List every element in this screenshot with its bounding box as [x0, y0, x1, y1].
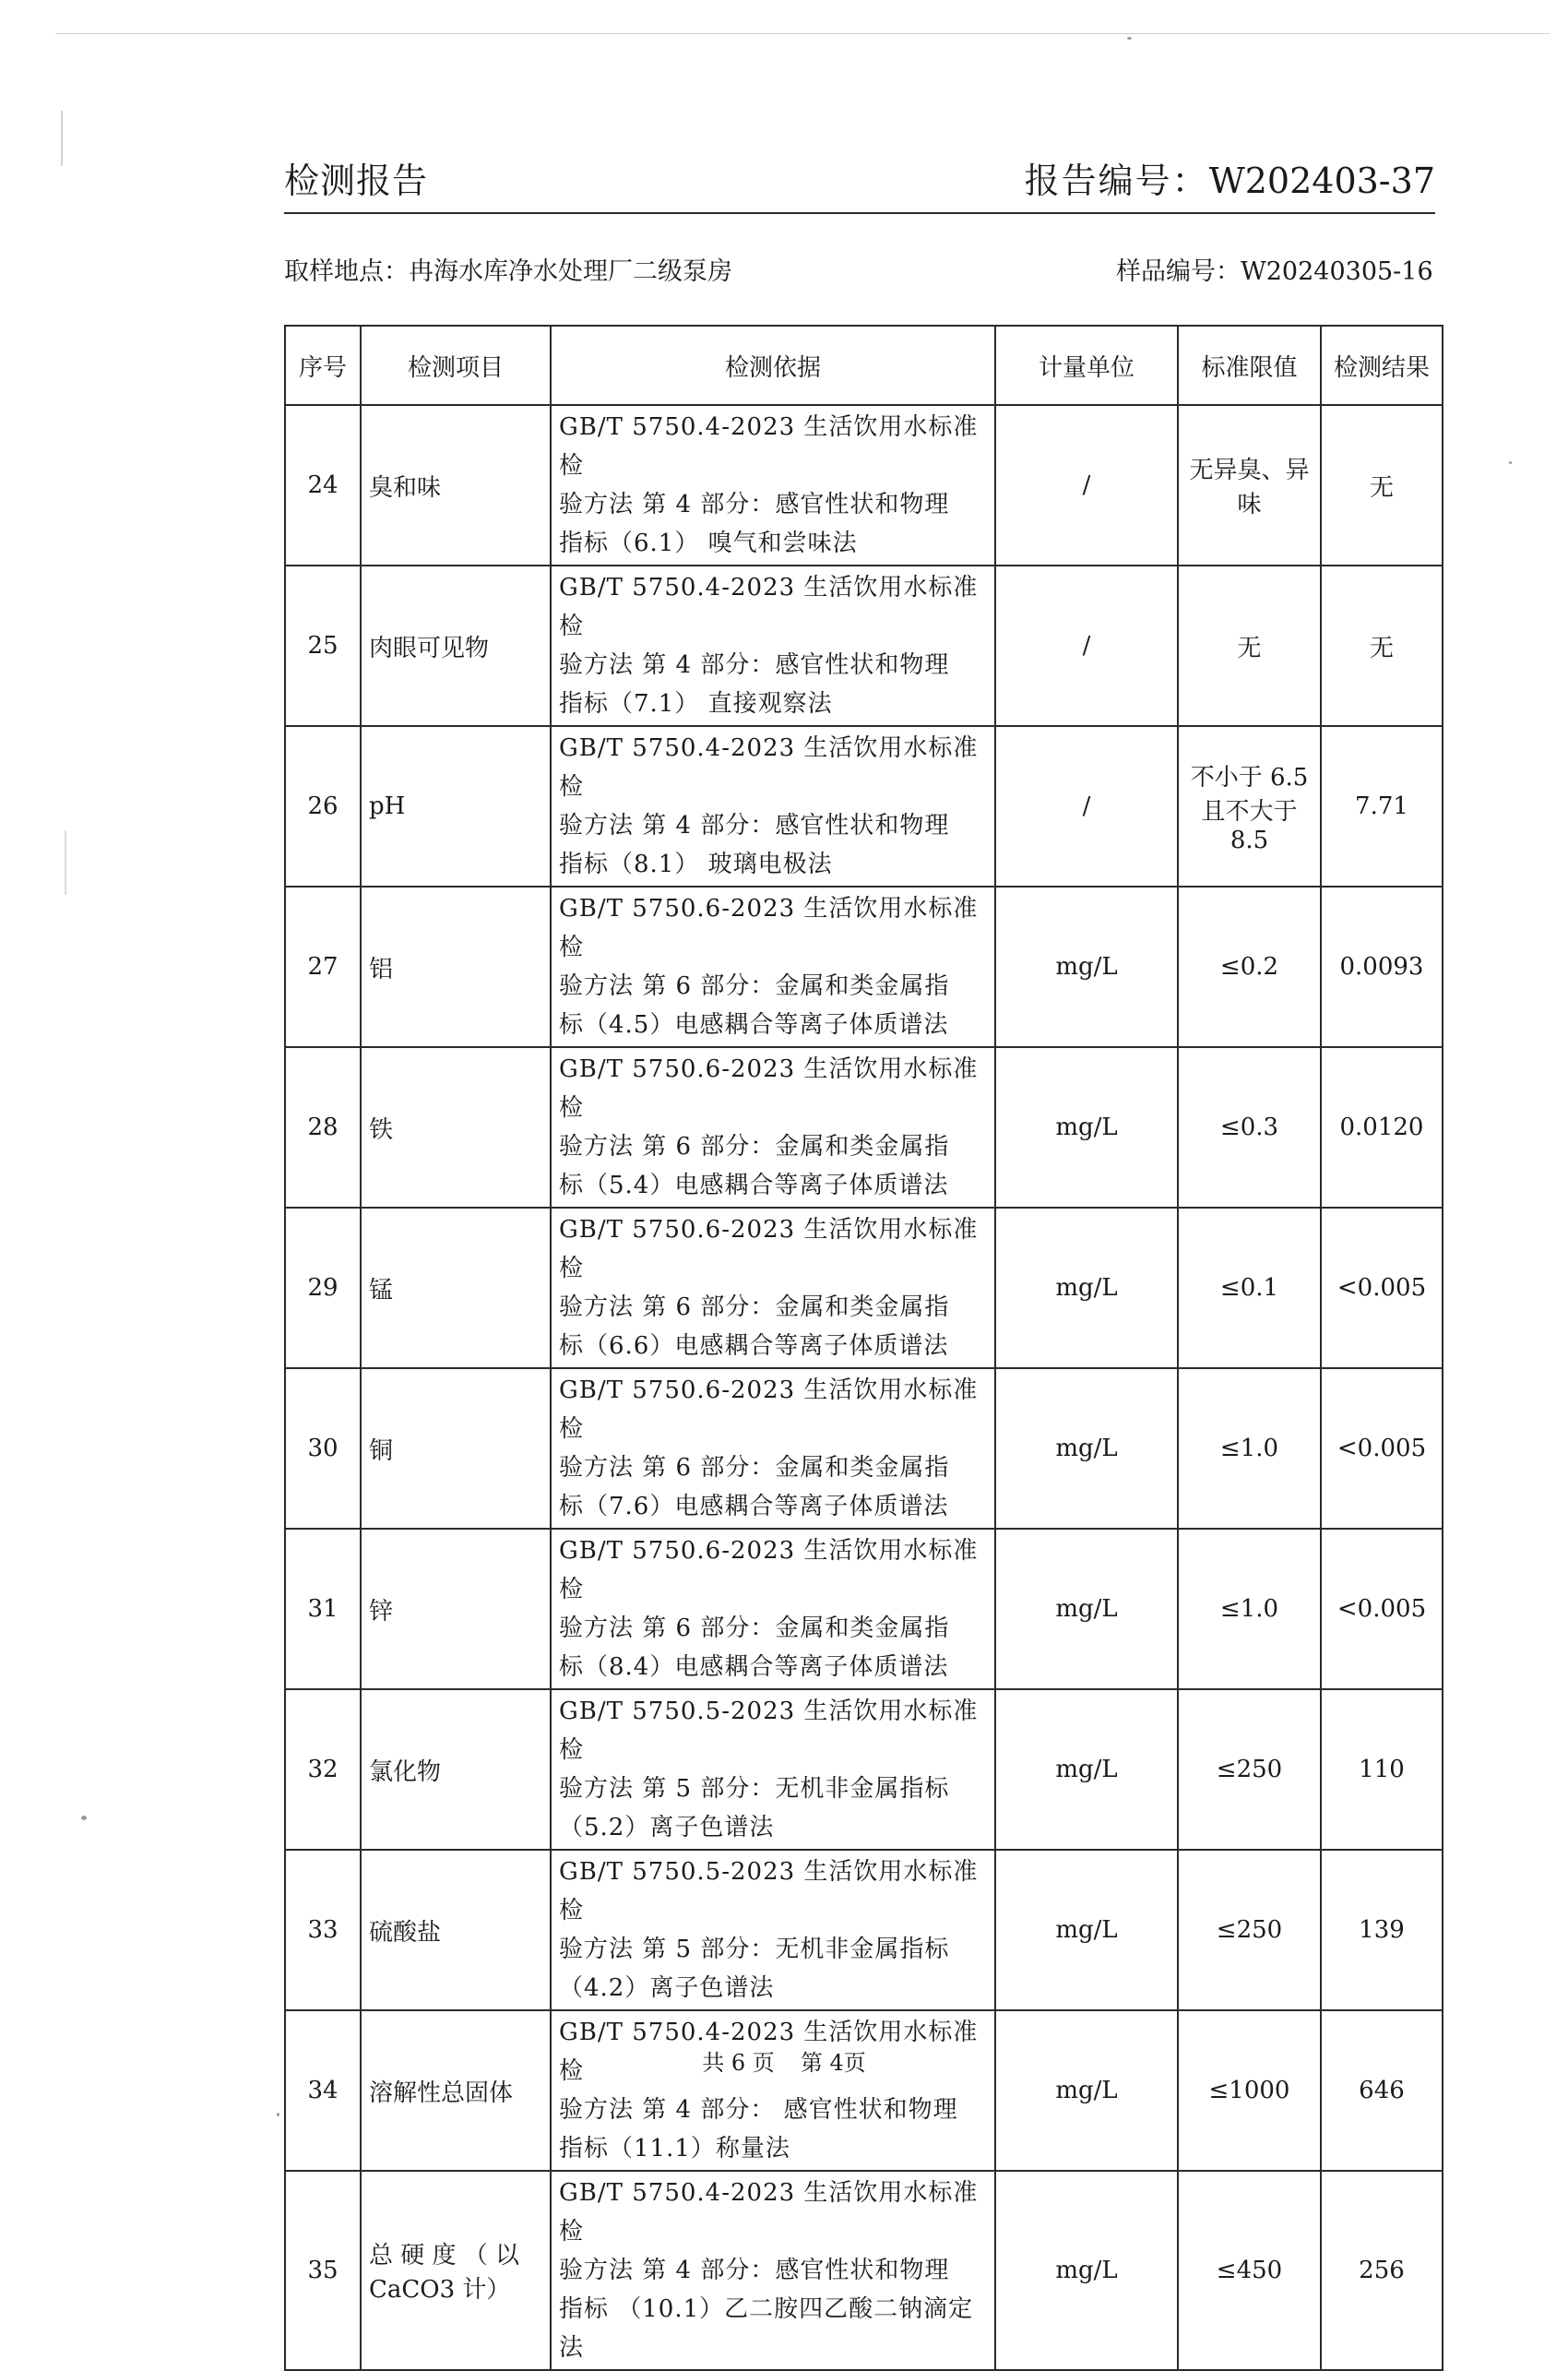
cell-basis	[551, 1689, 995, 1850]
cell-basis-line: 标（5.4）电感耦合等离子体质谱法	[559, 1172, 949, 1199]
cell-basis-line: 验方法 第 6 部分：金属和类金属指	[559, 972, 950, 1000]
cell-item-line: 总 硬 度 （ 以	[369, 2242, 520, 2270]
cell-item: 臭和味	[361, 405, 551, 566]
cell-item	[361, 2171, 551, 2370]
cell-limit	[1178, 1850, 1321, 2010]
cell-basis-line: 指标（8.1） 玻璃电极法	[559, 851, 833, 878]
cell-limit	[1178, 2010, 1321, 2171]
table-row	[285, 405, 1443, 566]
cell-limit-line: ≤0.2	[1219, 953, 1279, 981]
report-number-value: W202403-37	[1208, 161, 1435, 201]
cell-seq: 30	[285, 1368, 361, 1529]
table-row	[285, 1689, 1443, 1850]
table-row	[285, 887, 1443, 1047]
cell-basis-line: （5.2）离子色谱法	[559, 1814, 775, 1841]
cell-limit	[1178, 887, 1321, 1047]
cell-basis-line: GB/T 5750.6-2023 生活饮用水标准检	[559, 895, 979, 961]
cell-basis	[551, 1047, 995, 1208]
cell-basis-line: 验方法 第 6 部分：金属和类金属指	[559, 1133, 950, 1161]
cell-basis	[551, 1850, 995, 2010]
cell-basis-line: GB/T 5750.4-2023 生活饮用水标准检	[559, 574, 979, 640]
cell-basis	[551, 726, 995, 887]
cell-basis-line: 验方法 第 4 部分： 感官性状和物理	[559, 2096, 958, 2124]
cell-limit-line: ≤450	[1216, 2257, 1283, 2284]
cell-basis	[551, 887, 995, 1047]
scan-speck	[65, 830, 66, 895]
sample-number-value: W20240305-16	[1241, 257, 1433, 286]
table-row	[285, 2010, 1443, 2171]
cell-item: 氯化物	[361, 1689, 551, 1850]
cell-seq: 31	[285, 1529, 361, 1689]
cell-basis-line: 验方法 第 4 部分：感官性状和物理	[559, 491, 950, 518]
cell-limit	[1178, 1689, 1321, 1850]
table-row	[285, 1850, 1443, 2010]
cell-item: 硫酸盐	[361, 1850, 551, 2010]
cell-seq: 25	[285, 566, 361, 726]
cell-basis-line: 验方法 第 4 部分：感官性状和物理	[559, 2257, 950, 2284]
cell-basis-line: GB/T 5750.5-2023 生活饮用水标准检	[559, 1858, 979, 1924]
cell-basis-line: 指标（6.1） 嗅气和尝味法	[559, 530, 858, 557]
table-header-row	[285, 326, 1443, 405]
cell-basis-line: 验方法 第 5 部分：无机非金属指标	[559, 1775, 950, 1803]
cell-limit-line: 味	[1237, 491, 1262, 518]
current-page: 第 4页	[800, 2050, 866, 2076]
cell-basis	[551, 1368, 995, 1529]
cell-result: 7.71	[1321, 726, 1443, 887]
sample-number-label: 样品编号：	[1116, 257, 1241, 286]
cell-item: pH	[361, 726, 551, 887]
table-row	[285, 1529, 1443, 1689]
cell-basis-line: GB/T 5750.6-2023 生活饮用水标准检	[559, 1376, 979, 1443]
table-row	[285, 2171, 1443, 2370]
cell-item: 肉眼可见物	[361, 566, 551, 726]
cell-limit	[1178, 1368, 1321, 1529]
cell-limit-line: 且不大于	[1201, 798, 1298, 826]
cell-limit-line: 8.5	[1229, 827, 1269, 854]
cell-basis-line: （4.2）离子色谱法	[559, 1974, 775, 2002]
cell-limit-line: ≤0.1	[1219, 1274, 1279, 1302]
cell-basis-line: 法	[559, 2334, 585, 2362]
cell-seq: 28	[285, 1047, 361, 1208]
cell-basis-line: GB/T 5750.4-2023 生活饮用水标准检	[559, 2179, 979, 2246]
cell-unit: mg/L	[995, 2171, 1178, 2370]
cell-unit: mg/L	[995, 1529, 1178, 1689]
cell-item: 铜	[361, 1368, 551, 1529]
header-basis: 检测依据	[551, 326, 995, 405]
cell-unit: mg/L	[995, 1368, 1178, 1529]
cell-result: 无	[1321, 566, 1443, 726]
cell-seq: 35	[285, 2171, 361, 2370]
cell-basis-line: 验方法 第 4 部分：感官性状和物理	[559, 812, 950, 840]
cell-basis-line: GB/T 5750.4-2023 生活饮用水标准检	[559, 413, 979, 480]
cell-unit: mg/L	[995, 1850, 1178, 2010]
total-pages: 共 6 页	[702, 2050, 775, 2076]
report-number-label: 报告编号：	[1024, 161, 1209, 201]
cell-basis-line: 指标（11.1）称量法	[559, 2135, 790, 2162]
cell-result: 256	[1321, 2171, 1443, 2370]
cell-limit-line: ≤250	[1216, 1916, 1283, 1944]
report-number	[1025, 152, 1435, 203]
cell-basis	[551, 2171, 995, 2370]
scan-speck	[81, 1816, 87, 1820]
cell-unit: /	[995, 566, 1178, 726]
cell-limit-line: ≤250	[1216, 1756, 1283, 1783]
table-row	[285, 1047, 1443, 1208]
cell-item-line: CaCO3 计）	[369, 2276, 511, 2304]
cell-limit-line: ≤1000	[1208, 2077, 1290, 2104]
cell-basis-line: 验方法 第 6 部分：金属和类金属指	[559, 1454, 950, 1482]
cell-basis-line: GB/T 5750.4-2023 生活饮用水标准检	[559, 734, 979, 801]
cell-limit-line: ≤0.3	[1219, 1114, 1279, 1141]
report-header	[284, 148, 1435, 214]
cell-limit-line: ≤1.0	[1219, 1435, 1279, 1462]
cell-item: 溶解性总固体	[361, 2010, 551, 2171]
cell-limit	[1178, 566, 1321, 726]
sampling-location-label: 取样地点：	[284, 257, 409, 286]
cell-result: 0.0093	[1321, 887, 1443, 1047]
cell-result: 110	[1321, 1689, 1443, 1850]
cell-basis	[551, 1529, 995, 1689]
cell-item: 锰	[361, 1208, 551, 1368]
header-seq: 序号	[285, 326, 361, 405]
scan-speck	[1509, 461, 1512, 464]
cell-basis-line: 验方法 第 4 部分：感官性状和物理	[559, 651, 950, 679]
sampling-location	[284, 251, 732, 287]
cell-result: <0.005	[1321, 1529, 1443, 1689]
cell-unit: mg/L	[995, 2010, 1178, 2171]
cell-seq: 24	[285, 405, 361, 566]
cell-result: 646	[1321, 2010, 1443, 2171]
cell-seq: 27	[285, 887, 361, 1047]
cell-basis-line: 指标 （10.1）乙二胺四乙酸二钠滴定	[559, 2295, 974, 2323]
cell-seq: 32	[285, 1689, 361, 1850]
cell-seq: 26	[285, 726, 361, 887]
cell-limit-line: ≤1.0	[1219, 1595, 1279, 1623]
cell-seq: 34	[285, 2010, 361, 2171]
cell-basis-line: 验方法 第 6 部分：金属和类金属指	[559, 1293, 950, 1321]
cell-basis-line: GB/T 5750.6-2023 生活饮用水标准检	[559, 1537, 979, 1603]
header-unit: 计量单位	[995, 326, 1178, 405]
cell-result: 0.0120	[1321, 1047, 1443, 1208]
table-row	[285, 1208, 1443, 1368]
header-result: 检测结果	[1321, 326, 1443, 405]
cell-unit: mg/L	[995, 1047, 1178, 1208]
cell-basis-line: GB/T 5750.5-2023 生活饮用水标准检	[559, 1698, 979, 1764]
header-item: 检测项目	[361, 326, 551, 405]
cell-basis-line: 验方法 第 6 部分：金属和类金属指	[559, 1614, 950, 1642]
cell-limit-line: 无	[1237, 634, 1262, 662]
cell-seq: 29	[285, 1208, 361, 1368]
cell-result: 139	[1321, 1850, 1443, 2010]
cell-basis-line: 验方法 第 5 部分：无机非金属指标	[559, 1936, 950, 1963]
header-limit: 标准限值	[1178, 326, 1321, 405]
table-row	[285, 566, 1443, 726]
cell-basis-line: 标（7.6）电感耦合等离子体质谱法	[559, 1493, 949, 1520]
cell-basis-line: 标（4.5）电感耦合等离子体质谱法	[559, 1011, 949, 1039]
cell-basis-line: GB/T 5750.6-2023 生活饮用水标准检	[559, 1216, 979, 1282]
cell-limit	[1178, 1529, 1321, 1689]
cell-basis-line: GB/T 5750.6-2023 生活饮用水标准检	[559, 1055, 979, 1122]
scan-speck	[61, 111, 63, 166]
sample-number	[1116, 251, 1433, 287]
cell-unit: /	[995, 726, 1178, 887]
cell-limit	[1178, 1047, 1321, 1208]
cell-unit: mg/L	[995, 1689, 1178, 1850]
cell-basis-line: 标（6.6）电感耦合等离子体质谱法	[559, 1332, 949, 1360]
scan-top-edge	[55, 33, 1550, 34]
table-row	[285, 1368, 1443, 1529]
cell-basis	[551, 2010, 995, 2171]
page-footer	[0, 2044, 1568, 2077]
cell-unit: /	[995, 405, 1178, 566]
cell-limit	[1178, 726, 1321, 887]
cell-basis-line: 标（8.4）电感耦合等离子体质谱法	[559, 1653, 949, 1681]
cell-result: <0.005	[1321, 1368, 1443, 1529]
report-title: 检测报告	[284, 161, 429, 201]
scan-speck	[277, 2113, 279, 2116]
cell-item: 铁	[361, 1047, 551, 1208]
cell-unit: mg/L	[995, 887, 1178, 1047]
sampling-location-value: 冉海水库净水处理厂二级泵房	[409, 257, 732, 286]
cell-result: <0.005	[1321, 1208, 1443, 1368]
cell-limit-line: 无异臭、异	[1189, 457, 1310, 484]
cell-basis	[551, 1208, 995, 1368]
cell-basis-line: 指标（7.1） 直接观察法	[559, 690, 833, 718]
table-row	[285, 726, 1443, 887]
cell-limit	[1178, 1208, 1321, 1368]
cell-unit: mg/L	[995, 1208, 1178, 1368]
cell-limit	[1178, 405, 1321, 566]
cell-limit-line: 不小于 6.5	[1190, 764, 1309, 792]
cell-item: 锌	[361, 1529, 551, 1689]
scan-speck	[1127, 37, 1132, 40]
cell-limit	[1178, 2171, 1321, 2370]
cell-seq: 33	[285, 1850, 361, 2010]
cell-result: 无	[1321, 405, 1443, 566]
cell-basis	[551, 405, 995, 566]
cell-basis	[551, 566, 995, 726]
cell-item: 铝	[361, 887, 551, 1047]
cell-basis-line: GB/T 5750.4-2023 生活饮用水标准检	[559, 2019, 979, 2085]
